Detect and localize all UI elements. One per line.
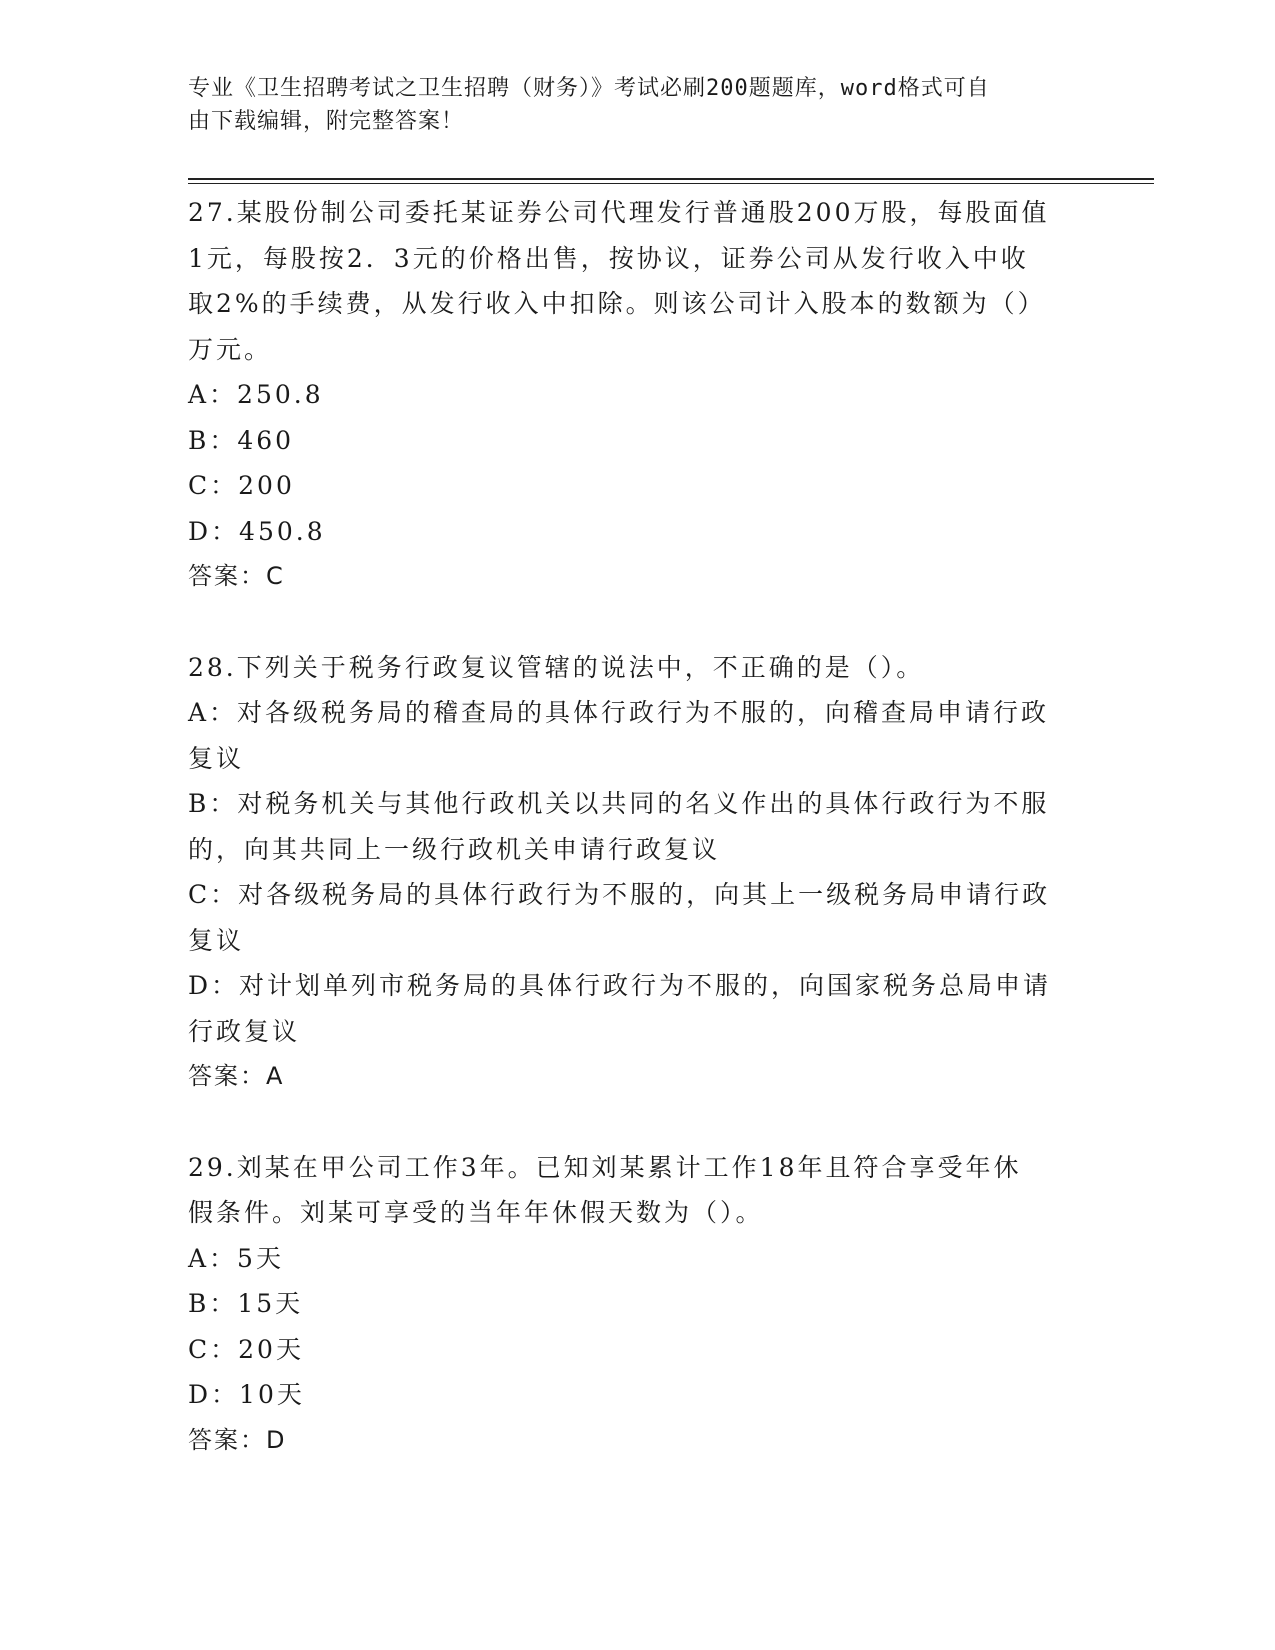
question-stem-line: 假条件。刘某可享受的当年年休假天数为（）。 [188, 1198, 764, 1227]
question-stem-line: 28.下列关于税务行政复议管辖的说法中，不正确的是（）。 [188, 652, 925, 682]
answer-line: 答案：D [188, 1425, 287, 1454]
option-c-continued: 复议 [188, 925, 245, 955]
option-c: C：对各级税务局的具体行政行为不服的，向其上一级税务局申请行政 [188, 880, 1051, 909]
question-stem-line: 取2%的手续费，从发行收入中扣除。则该公司计入股本的数额为（） [188, 289, 1046, 318]
option-d-continued: 行政复议 [188, 1016, 301, 1046]
document-header [188, 72, 1068, 138]
answer-line: 答案：A [188, 1062, 285, 1090]
header-line: 由下载编辑，附完整答案！ [188, 109, 465, 134]
option-a: A：对各级税务局的稽查局的具体行政行为不服的，向稽查局申请行政 [188, 698, 1050, 727]
option-d: D：450.8 [188, 516, 326, 546]
header-divider-thin [188, 183, 1154, 184]
option-b: B：对税务机关与其他行政机关以共同的名义作出的具体行政行为不服 [188, 789, 1050, 818]
question-stem-line: 万元。 [188, 334, 273, 364]
option-b: B：15天 [188, 1289, 304, 1318]
answer-line: 答案：C [188, 562, 285, 590]
option-b: B：460 [188, 425, 295, 455]
header-divider-thick [188, 178, 1154, 180]
option-c: C：200 [188, 471, 295, 500]
option-a: A：5天 [188, 1243, 284, 1273]
option-d: D：10天 [188, 1380, 305, 1409]
option-c: C：20天 [188, 1334, 304, 1364]
question-stem-line: 29.刘某在甲公司工作3年。已知刘某累计工作18年且符合享受年休 [188, 1152, 1022, 1182]
header-line: 专业《卫生招聘考试之卫生招聘（财务）》考试必刷200题题库，word格式可自 [188, 76, 990, 101]
question-stem-line: 27.某股份制公司委托某证券公司代理发行普通股200万股，每股面值 [188, 198, 1050, 227]
option-a-continued: 复议 [188, 743, 245, 773]
option-d: D：对计划单列市税务局的具体行政行为不服的，向国家税务总局申请 [188, 971, 1052, 1000]
question-27 [188, 190, 1078, 600]
question-28 [188, 645, 1078, 1100]
question-list [188, 190, 1078, 1463]
question-stem-line: 1元，每股按2．3元的价格出售，按协议，证券公司从发行收入中收 [188, 243, 1029, 273]
option-a: A：250.8 [188, 380, 324, 409]
question-29 [188, 1145, 1078, 1464]
option-b-continued: 的，向其共同上一级行政机关申请行政复议 [188, 834, 721, 864]
